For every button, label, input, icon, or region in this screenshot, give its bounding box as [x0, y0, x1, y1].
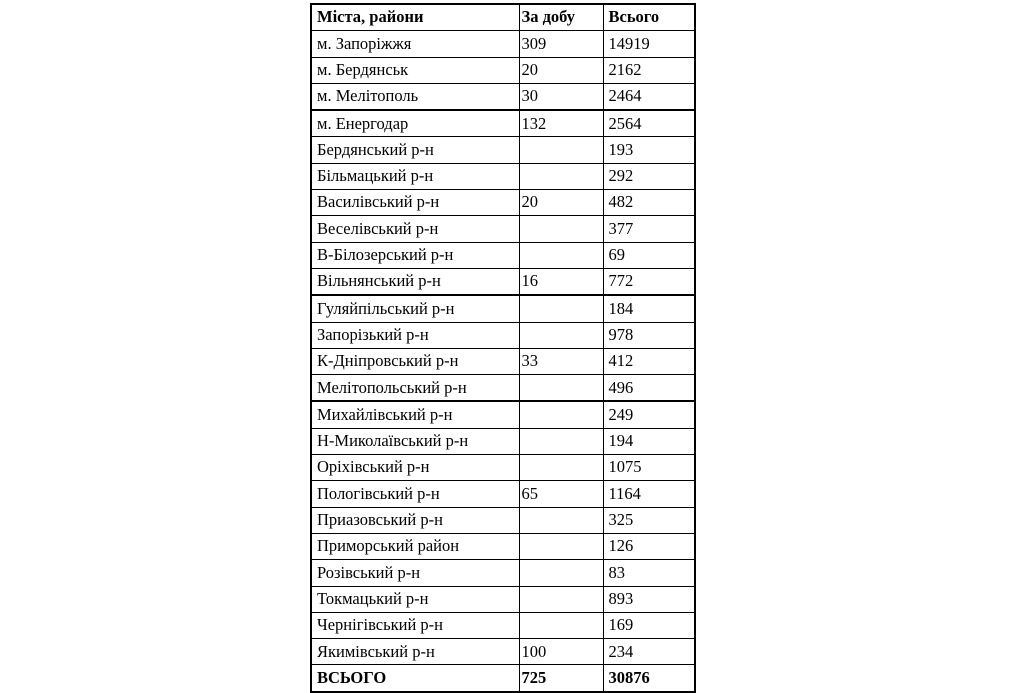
cell-per-day	[519, 295, 603, 322]
cell-area-name: Бердянський р-н	[311, 137, 519, 163]
cell-per-day	[519, 216, 603, 242]
cell-total: 978	[603, 322, 695, 348]
column-header-cities: Міста, райони	[311, 4, 519, 31]
cell-total: 772	[603, 268, 695, 295]
table-row	[311, 612, 695, 638]
cell-area-name: м. Бердянськ	[311, 57, 519, 83]
cell-per-day: 309	[519, 31, 603, 57]
cell-grand-total: 30876	[603, 665, 695, 692]
cell-per-day: 16	[519, 268, 603, 295]
table-header-row	[311, 4, 695, 31]
cell-per-day: 132	[519, 110, 603, 137]
cell-total: 126	[603, 533, 695, 559]
cell-total: 234	[603, 639, 695, 665]
cell-total: 292	[603, 163, 695, 189]
table-row	[311, 455, 695, 481]
cell-area-name: Гуляйпільський р-н	[311, 295, 519, 322]
table-row	[311, 137, 695, 163]
column-header-total: Всього	[603, 4, 695, 31]
cell-total: 2564	[603, 110, 695, 137]
cell-area-name: Приазовський р-н	[311, 507, 519, 533]
table-row	[311, 639, 695, 665]
cell-total: 412	[603, 348, 695, 374]
cell-per-day	[519, 428, 603, 454]
cell-total: 482	[603, 190, 695, 216]
cell-total: 2162	[603, 57, 695, 83]
table-row	[311, 322, 695, 348]
cell-area-name: Мелітопольський р-н	[311, 375, 519, 402]
cell-total: 325	[603, 507, 695, 533]
cell-per-day	[519, 507, 603, 533]
table-row	[311, 560, 695, 586]
table-row	[311, 481, 695, 507]
cell-per-day	[519, 242, 603, 268]
table-row	[311, 216, 695, 242]
cell-total: 14919	[603, 31, 695, 57]
cell-area-name: Запорізький р-н	[311, 322, 519, 348]
cell-area-name: Михайлівський р-н	[311, 401, 519, 428]
cell-total: 377	[603, 216, 695, 242]
cell-per-day: 20	[519, 190, 603, 216]
cell-area-name: Василівський р-н	[311, 190, 519, 216]
cell-area-name: Вільнянський р-н	[311, 268, 519, 295]
cell-area-name: Більмацький р-н	[311, 163, 519, 189]
cell-per-day	[519, 612, 603, 638]
table-row	[311, 242, 695, 268]
cell-per-day: 20	[519, 57, 603, 83]
cell-per-day	[519, 560, 603, 586]
cell-area-name: Н-Миколаївський р-н	[311, 428, 519, 454]
covid-cases-table	[310, 3, 696, 693]
cell-per-day	[519, 322, 603, 348]
table-total-row	[311, 665, 695, 692]
cell-area-name: Чернігівський р-н	[311, 612, 519, 638]
cell-total: 184	[603, 295, 695, 322]
cell-total: 193	[603, 137, 695, 163]
cell-total-label: ВСЬОГО	[311, 665, 519, 692]
table-row	[311, 348, 695, 374]
cell-total: 496	[603, 375, 695, 402]
cell-total-per-day: 725	[519, 665, 603, 692]
cell-total: 194	[603, 428, 695, 454]
cell-per-day	[519, 455, 603, 481]
cell-per-day: 65	[519, 481, 603, 507]
table-row	[311, 586, 695, 612]
cell-per-day	[519, 533, 603, 559]
table-row	[311, 268, 695, 295]
cell-area-name: Приморський район	[311, 533, 519, 559]
cell-area-name: Пологівський р-н	[311, 481, 519, 507]
table-row	[311, 401, 695, 428]
table-body	[311, 31, 695, 692]
cell-total: 1164	[603, 481, 695, 507]
table-row	[311, 507, 695, 533]
table-row	[311, 295, 695, 322]
cell-total: 169	[603, 612, 695, 638]
cell-area-name: Веселівський р-н	[311, 216, 519, 242]
cell-area-name: В-Білозерський р-н	[311, 242, 519, 268]
cell-area-name: м. Запоріжжя	[311, 31, 519, 57]
table-row	[311, 428, 695, 454]
cell-per-day: 30	[519, 83, 603, 110]
table-row	[311, 83, 695, 110]
table-row	[311, 31, 695, 57]
table-row	[311, 375, 695, 402]
cell-total: 83	[603, 560, 695, 586]
cell-per-day	[519, 375, 603, 402]
cell-per-day	[519, 401, 603, 428]
table-row	[311, 533, 695, 559]
cell-area-name: Токмацький р-н	[311, 586, 519, 612]
table-row	[311, 110, 695, 137]
cell-area-name: Розівський р-н	[311, 560, 519, 586]
cell-per-day	[519, 137, 603, 163]
column-header-per-day: За добу	[519, 4, 603, 31]
cell-area-name: К-Дніпровський р-н	[311, 348, 519, 374]
cell-total: 249	[603, 401, 695, 428]
table-row	[311, 57, 695, 83]
cell-per-day	[519, 586, 603, 612]
cell-total: 893	[603, 586, 695, 612]
cell-per-day: 100	[519, 639, 603, 665]
table-row	[311, 163, 695, 189]
cell-total: 69	[603, 242, 695, 268]
cell-per-day	[519, 163, 603, 189]
table-row	[311, 190, 695, 216]
cell-total: 2464	[603, 83, 695, 110]
cell-area-name: Оріхівський р-н	[311, 455, 519, 481]
cell-total: 1075	[603, 455, 695, 481]
cell-area-name: м. Мелітополь	[311, 83, 519, 110]
cell-per-day: 33	[519, 348, 603, 374]
cell-area-name: м. Енергодар	[311, 110, 519, 137]
cell-area-name: Якимівський р-н	[311, 639, 519, 665]
